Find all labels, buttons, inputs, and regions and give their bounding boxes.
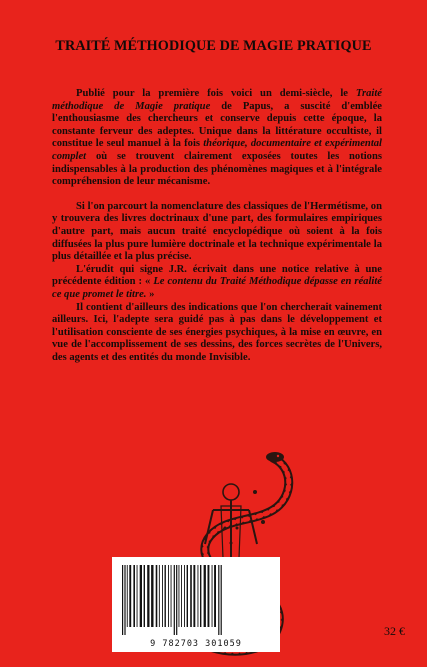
paragraph-2: Si l'on parcourt la nomenclature des classiques de l'Hermétisme, on y trouvera des livres doctrinaux d'une part, des formulaires empiriques d'autre part, mais aucun traité encyclopédique où soient à la fois diffusées la plus pure lumière doctrinale et la technique expérimentale la plus détaillée et la plus précise. (52, 200, 382, 263)
paragraph-1-part-a: Publié pour la première fois voici un demi-siècle, le (76, 88, 356, 99)
blurb-text (52, 88, 382, 364)
barcode (112, 557, 280, 652)
paragraph-1-part-c: où se trouvent clairement exposées toutes les notions indispensables à la production des phénomènes magiques et à l'intégrale compréhension de leur mécanisme. (52, 150, 382, 188)
barcode-digits: 9 782703 301059 (150, 639, 242, 649)
paragraph-3-part-b: » (146, 288, 155, 300)
paragraph-1-book-title: Traité méthodique de Magie pratique (52, 88, 382, 112)
paragraph-3 (52, 264, 382, 302)
paragraph-3-part-a: L'érudit qui signe J.R. écrivait dans une notice relative à une précédente édition : « (52, 263, 382, 288)
paragraph-3-quote: Le contenu du Traité Méthodique dépasse en réalité ce que promet le titre. (52, 276, 383, 300)
paragraph-1-part-b: de Papus, a suscité d'emblée l'enthousiasme des chercheurs et conserve depuis cette époque, la constante ferveur des adeptes. Unique dans la littérature occultiste, il constitue le seul manuel à la fois (52, 100, 382, 150)
paragraph-4: Il contient d'ailleurs des indications que l'on chercherait vainement ailleurs. Ici, l'adepte sera guidé pas à pas dans le développement et l'utilisation consciente de ses énergies psychiques, à la mise en œuvre, en vue de l'accomplissement de ses dessins, des forces secrètes de l'Univers, des agents et des entités du monde Invisible. (52, 301, 382, 363)
price-label: 32 € (384, 624, 405, 638)
barcode-bars (120, 565, 272, 635)
paragraph-gap (52, 189, 382, 201)
paragraph-1 (52, 88, 382, 189)
book-title: TRAITÉ MÉTHODIQUE DE MAGIE PRATIQUE (55, 38, 372, 54)
paragraph-1-emphasis: théorique, documentaire et expérimental complet (52, 138, 383, 162)
